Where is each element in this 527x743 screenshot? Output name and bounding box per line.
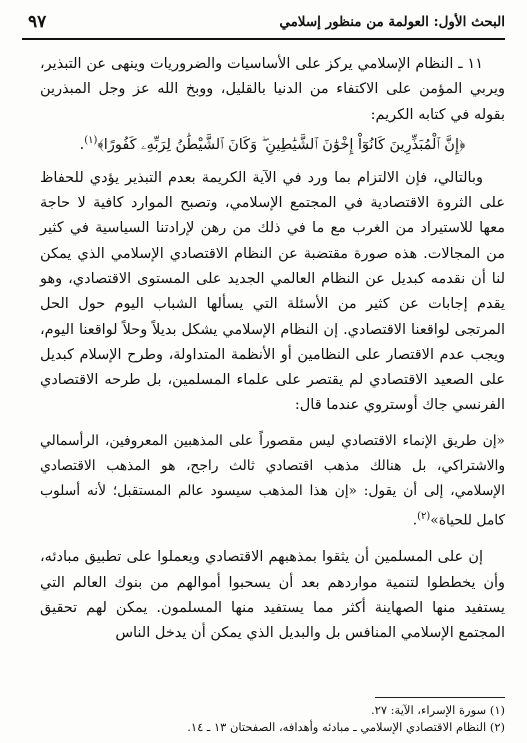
paragraph-1: ١١ ـ النظام الإسلامي يركز على الأساسيات والضروريات وينهى عن التبذير، ويربي المؤمن على الاكتفاء من الدنيا بالقليل، ووبخ الله عز وجل المبذرين بقوله في كتابه الكريم: (40, 56, 505, 123)
paragraph-2: وبالتالي، فإن الالتزام بما ورد في الآية الكريمة بعدم التبذير يؤدي للحفاظ على الثروة الاقتصادية في المجتمع الإسلامي، وتصبح الموارد كافية لا حاجة معها للاستيراد من الغرب مع ما في ذلك من رهن لإرادتنا السياسية في كثير من المجالات. هذه صورة مقتضبة عن النظام الاقتصادي الإسلامي الذي يمكن لنا أن نقدمه كبديل عن النظام العالمي الجديد على المستوى الاقتصادي، وهو يقدم إجابات عن كثير من الأسئلة التي يسألها الشباب اليوم حول الحل المرتجى لواقعنا الاقتصادي. إن النظام الإسلامي يشكل بديلاً وحلاً لواقعنا اليوم، ويجب عدم الاقتصار على النظامين أو الأنظمة المتداولة، وطرح الإسلام كبديل على الصعيد الاقتصادي لم يقتصر على علماء المسلمين، بل طرحه الاقتصادي الفرنسي جاك أوستروي عندما قال: (40, 169, 505, 414)
footnote-marker-1: (١) (84, 134, 98, 146)
page-number: ٩٧ (28, 12, 47, 32)
footnote-marker-2: (٢) (417, 510, 431, 522)
quran-verse: ﴿إِنَّ ٱلْمُبَذِّرِينَ كَانُوٓاْ إِخْوَٰنَ ٱلشَّيَٰطِينِ ۖ وَكَانَ ٱلشَّيْطَٰنُ لِرَبِّهِۦ كَفُورًا﴾$^{(١)}$. (79, 134, 466, 153)
quotation-text: «إن طريق الإنماء الاقتصادي ليس مقصوراً على المذهبين المعروفين، الرأسمالي والاشتراكي، بل هنالك مذهب اقتصادي ثالث راجح، هو المذهب الاقتصادي الإسلامي، إلى أن يقول: «إن هذا المذهب سيسود عالم المستقبل؛ لأنه أسلوب كامل للحياة» (40, 432, 505, 529)
page-body (40, 52, 505, 646)
footnote-1: (١) سورة الإسراء، الآية: ٢٧. (370, 703, 505, 717)
footnote-2: (٢) النظام الاقتصادي الإسلامي ـ مبادئه وأهدافه، الصفحتان ١٣ ـ ١٤. (187, 720, 505, 734)
paragraph-3: إن على المسلمين أن يثقوا بمذهبهم الاقتصادي ويعملوا على تطبيق مبادئه، وأن يخططوا لتنمية مواردهم بعد أن يسحبوا أموالهم من بنوك العالم التي يستفيد منها الصهاينة أكثر مما يستفيد منها المسلمون. يمكن لهم تحقيق المجتمع الإسلامي المنافس بل والبديل الذي يمكن أن يدخل الناس (40, 549, 505, 642)
footnote-divider (375, 697, 505, 698)
running-header-title: البحث الأول: العولمة من منظور إسلامي (279, 14, 505, 30)
running-header (22, 12, 505, 40)
quotation: «إن طريق الإنماء الاقتصادي ليس مقصوراً على المذهبين المعروفين، الرأسمالي والاشتراكي، بل هنالك مذهب اقتصادي ثالث راجح، هو المذهب الاقتصادي الإسلامي، إلى أن يقول: «إن هذا المذهب سيسود عالم المستقبل؛ لأنه أسلوب كامل للحياة»$^{(٢)}$. (40, 432, 505, 529)
footnotes (22, 697, 505, 736)
quran-verse-text: ﴿إِنَّ ٱلْمُبَذِّرِينَ كَانُوٓاْ إِخْوَٰنَ ٱلشَّيَٰطِينِ ۖ وَكَانَ ٱلشَّيْطَٰنُ لِرَبِّهِۦ كَفُورًا﴾ (97, 136, 466, 153)
